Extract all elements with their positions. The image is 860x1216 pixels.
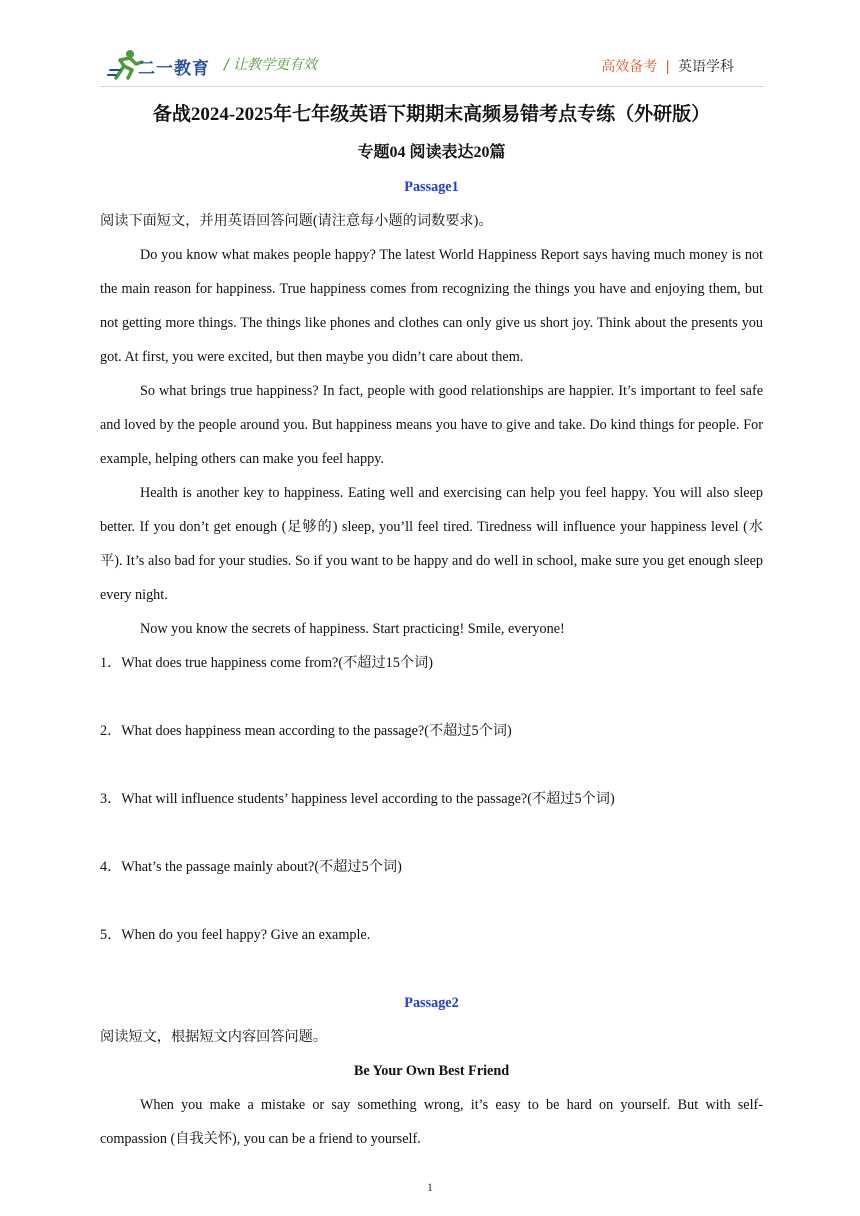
document-title: 备战2024-2025年七年级英语下期期末高频易错考点专练（外研版） <box>152 104 711 125</box>
header-right <box>601 56 734 76</box>
header-label-exam: 高效备考 <box>601 59 658 75</box>
passage2-instruction: 阅读短文，根据短文内容回答问题。 <box>100 1029 328 1045</box>
passage2-heading: Be Your Own Best Friend <box>353 1063 510 1079</box>
logo-text: 二一教育 <box>138 59 210 79</box>
passage2-paragraph: When you make a mistake or say something wrong, it’s easy to be hard on yourself. But with self-compassion (自我关怀), you can be a friend to yourself. <box>100 1097 763 1147</box>
header-slogan: / 让教学更有效 <box>224 57 318 73</box>
passage2-label: Passage2 <box>404 995 459 1011</box>
question-3: 3．What will influence students’ happiness level according to the passage?(不超过5个词) <box>100 791 615 807</box>
question-2: 2．What does happiness mean according to the passage?(不超过5个词) <box>100 723 512 739</box>
answer-space <box>100 884 763 918</box>
document-subtitle: 专题04 阅读表达20篇 <box>357 144 506 161</box>
passage1-paragraph: Do you know what makes people happy? The latest World Happiness Report says having much money is not the main reason for happiness. True happiness comes from recognizing the things you have and enjoying them, but not getting more things. The things like phones and clothes can only give us short joy. Think about the presents you got. At first, you were excited, but then maybe you didn’t care about them. <box>100 247 763 365</box>
header-label-subject: 英语学科 <box>678 59 734 75</box>
passage1-paragraph: So what brings true happiness? In fact, people with good relationships are happier. It’s important to feel safe and loved by the people around you. But happiness means you have to give and take. Do kind things for people. For example, helping others can make you feel happy. <box>100 383 763 467</box>
answer-space <box>100 816 763 850</box>
answer-space <box>100 952 763 986</box>
document-body <box>100 96 763 1156</box>
page-number: 1 <box>427 1180 433 1194</box>
question-4: 4．What’s the passage mainly about?(不超过5个词) <box>100 859 402 875</box>
page-header <box>100 44 764 86</box>
header-separator: | <box>665 59 670 75</box>
answer-space <box>100 748 763 782</box>
passage1-label: Passage1 <box>404 179 459 195</box>
passage1-instruction: 阅读下面短文，并用英语回答问题(请注意每小题的词数要求)。 <box>100 213 493 229</box>
answer-space <box>100 680 763 714</box>
passage1-paragraph: Now you know the secrets of happiness. Start practicing! Smile, everyone! <box>140 621 565 637</box>
header-divider <box>100 86 764 87</box>
question-1: 1．What does true happiness come from?(不超过15个词) <box>100 655 433 671</box>
question-5: 5．When do you feel happy? Give an example. <box>100 927 371 943</box>
passage1-paragraph: Health is another key to happiness. Eating well and exercising can help you feel happy. You will also sleep better. If you don’t get enough (足够的) sleep, you’ll feel tired. Tiredness will influence your happiness level (水平). It’s also bad for your studies. So if you want to be happy and do well in school, make sure you get enough sleep every night. <box>100 485 763 603</box>
